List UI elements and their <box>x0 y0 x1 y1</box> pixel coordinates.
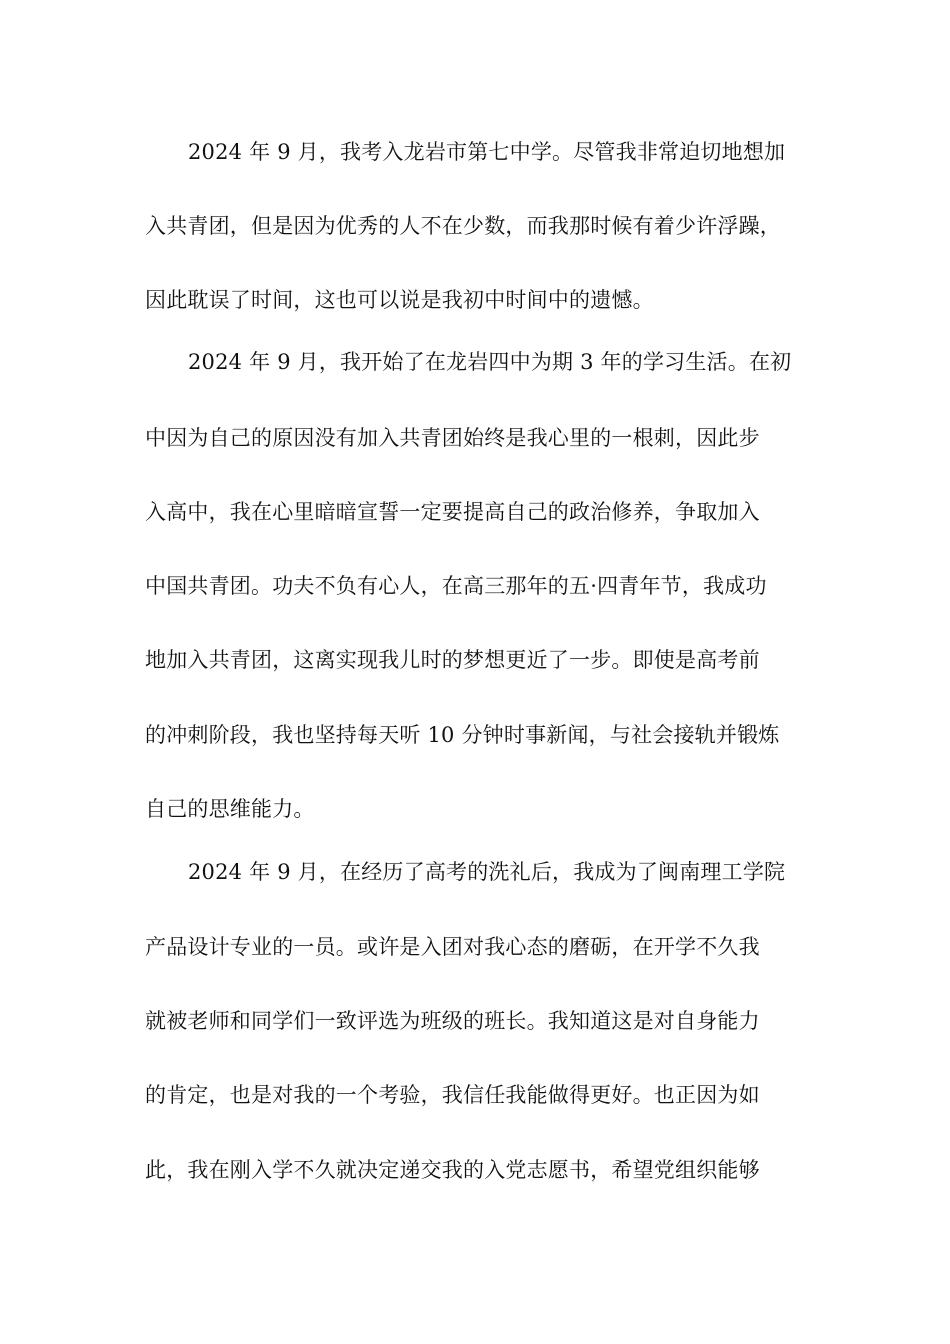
paragraph-2-line-1: 2024 年 9 月，我开始了在龙岩四中为期 3 年的学习生活。在初 <box>188 350 792 374</box>
paragraph-3-line-5: 此，我在刚入学不久就决定递交我的入党志愿书，希望党组织能够 <box>145 1158 760 1182</box>
paragraph-3-line-2: 产品设计专业的一员。或许是入团对我心态的磨砺，在开学不久我 <box>145 935 760 959</box>
paragraph-3-line-4: 的肯定，也是对我的一个考验，我信任我能做得更好。也正因为如 <box>145 1083 760 1107</box>
paragraph-2-line-3: 入高中，我在心里暗暗宣誓一定要提高自己的政治修养，争取加入 <box>145 500 760 524</box>
paragraph-2-line-7: 自己的思维能力。 <box>145 797 315 821</box>
paragraph-1-line-1: 2024 年 9 月，我考入龙岩市第七中学。尽管我非常迫切地想加 <box>188 140 786 164</box>
paragraph-3-line-3: 就被老师和同学们一致评选为班级的班长。我知道这是对自身能力 <box>145 1009 760 1033</box>
paragraph-2-line-6: 的冲刺阶段，我也坚持每天听 10 分钟时事新闻，与社会接轨并锻炼 <box>145 723 780 747</box>
paragraph-2-line-2: 中因为自己的原因没有加入共青团始终是我心里的一根刺，因此步 <box>145 426 760 450</box>
paragraph-2-line-4: 中国共青团。功夫不负有心人，在高三那年的五·四青年节，我成功 <box>145 574 767 598</box>
paragraph-1-line-2: 入共青团，但是因为优秀的人不在少数，而我那时候有着少许浮躁， <box>145 214 781 238</box>
paragraph-1-line-3: 因此耽误了时间，这也可以说是我初中时间中的遗憾。 <box>145 288 654 312</box>
paragraph-2-line-5: 地加入共青团，这离实现我儿时的梦想更近了一步。即使是高考前 <box>145 648 760 672</box>
paragraph-3-line-1: 2024 年 9 月，在经历了高考的洗礼后，我成为了闽南理工学院 <box>188 860 786 884</box>
